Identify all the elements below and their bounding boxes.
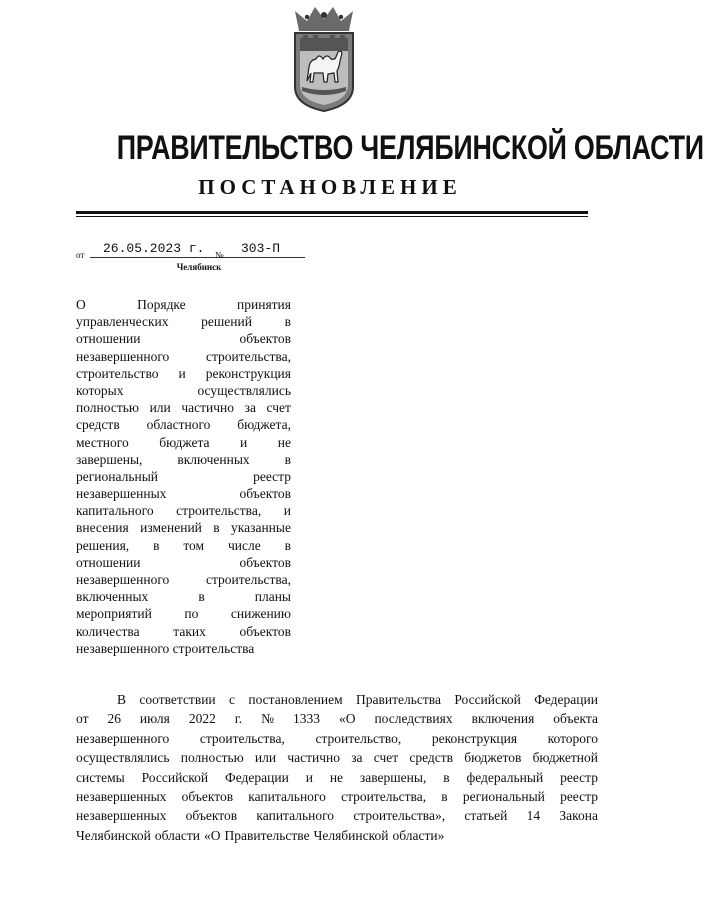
word: средств <box>76 417 120 433</box>
word: с <box>229 692 236 707</box>
subject-line <box>76 451 291 468</box>
word: осуществлялись <box>76 750 170 766</box>
subject-line <box>76 519 291 536</box>
word: В <box>117 692 127 707</box>
word: О <box>76 297 86 312</box>
word: Российской <box>141 769 209 785</box>
word: таких <box>173 623 206 639</box>
word: Правительства <box>355 692 441 707</box>
word: незавершенного строительства <box>76 640 255 656</box>
word: объекта <box>553 711 598 727</box>
word: строительства», <box>353 808 446 824</box>
subject-line <box>76 554 291 571</box>
word: не <box>329 769 344 785</box>
word: области» <box>392 827 445 843</box>
word: частично <box>287 750 340 766</box>
word: незавершенных <box>76 788 167 804</box>
word: снижению <box>230 606 291 622</box>
word: от <box>76 711 89 727</box>
word: Федерации <box>225 769 289 785</box>
word: незавершенного <box>76 730 170 746</box>
word: последствиях <box>374 711 453 727</box>
word: Челябинской <box>313 827 389 843</box>
header-divider-thick <box>76 211 588 214</box>
date-prefix-label: от <box>76 250 85 260</box>
word: системы <box>76 769 125 785</box>
word: постановлением <box>248 692 343 707</box>
body-line <box>76 826 598 845</box>
word: отношении <box>76 331 141 347</box>
word: полностью <box>180 750 244 766</box>
document-subject <box>76 296 291 657</box>
subject-line <box>76 365 291 382</box>
word: и <box>305 769 313 785</box>
word: июля <box>139 711 170 727</box>
word: федеральный <box>466 769 544 785</box>
word: управленческих <box>76 314 169 330</box>
word: счет <box>266 400 291 416</box>
subject-line <box>76 399 291 416</box>
word: реконструкция <box>205 365 291 381</box>
word: объектов <box>239 331 291 347</box>
word: Правительстве <box>224 827 310 843</box>
word: бюджета, <box>237 417 291 433</box>
word: в <box>284 314 291 330</box>
word: незавершенных <box>76 486 167 502</box>
word: средств <box>409 750 454 766</box>
subject-line <box>76 330 291 347</box>
body-line <box>76 748 598 767</box>
word: которых <box>76 382 124 398</box>
word: или <box>149 400 171 416</box>
word: в <box>153 537 160 553</box>
word: или <box>254 750 277 766</box>
word: незавершенного <box>76 572 170 587</box>
word: строительства, <box>205 348 291 364</box>
word: том <box>183 537 205 553</box>
word: строительства, <box>199 730 285 746</box>
subject-line <box>76 416 291 433</box>
word: строительства, <box>176 503 262 519</box>
subject-line <box>76 313 291 330</box>
word: объектов <box>185 808 238 824</box>
word: области <box>154 827 201 843</box>
word: г. <box>234 711 243 727</box>
word: включенных <box>76 589 149 605</box>
subject-line <box>76 640 291 657</box>
document-date: 26.05.2023 г. <box>103 241 205 256</box>
word: незавершенного <box>76 348 170 364</box>
word: объектов <box>181 788 234 804</box>
word: за <box>351 750 363 766</box>
word: реестр <box>560 788 598 804</box>
word: Российской <box>454 692 521 707</box>
word: Закона <box>559 808 598 824</box>
word: реестр <box>253 468 291 484</box>
word: частично <box>181 400 235 416</box>
subject-line <box>76 382 291 399</box>
document-number: 303-П <box>241 241 281 256</box>
word: Порядке <box>137 297 186 312</box>
document-type: ПОСТАНОВЛЕНИЕ <box>198 175 462 199</box>
word: региональный <box>76 468 159 484</box>
number-sign-label: № <box>215 250 224 260</box>
subject-line <box>76 434 291 451</box>
word: и <box>240 434 248 450</box>
word: соответствии <box>139 692 216 707</box>
word: в <box>443 769 450 785</box>
word: «О <box>338 711 356 727</box>
word: и <box>283 503 291 519</box>
word: за <box>244 400 256 416</box>
city-label: Челябинск <box>176 262 222 272</box>
word: не <box>277 434 291 450</box>
word: в <box>284 451 291 467</box>
header-divider-thin <box>76 216 588 217</box>
word: изменений <box>140 520 202 536</box>
subject-line <box>76 571 291 588</box>
word: количества <box>76 623 140 639</box>
word: включенных <box>177 451 250 467</box>
government-title: ПРАВИТЕЛЬСТВО ЧЕЛЯБИНСКОЙ ОБЛАСТИ <box>116 129 704 167</box>
word: региональный <box>462 788 545 804</box>
word: планы <box>254 589 291 605</box>
word: принятия <box>237 297 291 312</box>
word: областного <box>146 417 211 433</box>
date-underline <box>90 257 228 258</box>
word: полностью <box>76 400 139 416</box>
word: капитального <box>248 788 326 804</box>
word: в <box>198 589 205 605</box>
body-line <box>76 690 598 709</box>
word: капитального <box>256 808 335 824</box>
subject-line <box>76 348 291 365</box>
word: бюджетной <box>532 750 598 766</box>
body-line <box>76 768 598 787</box>
word: 1333 <box>293 711 320 727</box>
word: решений <box>201 314 252 330</box>
word: бюджетов <box>464 750 522 766</box>
word: 2022 <box>188 711 216 727</box>
word: 14 <box>526 808 541 824</box>
word: «О <box>204 827 221 843</box>
word: № <box>261 711 275 727</box>
word: строительства, <box>205 572 291 587</box>
word: капитального <box>76 503 154 519</box>
word: мероприятий <box>76 606 152 622</box>
body-line <box>76 729 598 748</box>
subject-line <box>76 605 291 622</box>
body-line <box>76 709 598 728</box>
word: осуществлялись <box>197 382 291 398</box>
word: включения <box>471 711 535 727</box>
word: строительство, <box>315 730 402 746</box>
word: в <box>213 520 220 536</box>
word: бюджета <box>159 434 210 450</box>
word: в <box>284 537 291 553</box>
body-line <box>76 787 598 806</box>
word: строительство <box>76 365 159 381</box>
subject-line <box>76 537 291 554</box>
word: которого <box>547 730 598 746</box>
word: Челябинской <box>76 827 151 843</box>
word: завершены, <box>359 769 427 785</box>
word: объектов <box>239 623 291 639</box>
subject-line <box>76 485 291 502</box>
word: местного <box>76 434 129 450</box>
word: реестр <box>560 769 598 785</box>
word: реконструкция <box>431 730 518 746</box>
word: 26 <box>107 711 121 727</box>
subject-line <box>76 296 291 313</box>
number-underline <box>228 257 305 258</box>
word: и <box>178 365 186 381</box>
document-body-paragraph <box>76 690 598 845</box>
word: внесения <box>76 520 129 536</box>
word: указанные <box>231 520 291 536</box>
word: числе <box>227 537 261 553</box>
word: завершены, <box>76 451 143 467</box>
word: объектов <box>239 554 291 570</box>
word: Федерации <box>534 692 598 707</box>
subject-line <box>76 623 291 640</box>
body-line <box>76 806 598 825</box>
word: незавершенных <box>76 808 167 824</box>
word: статьей <box>464 808 508 824</box>
word: отношении <box>76 554 141 570</box>
word: счет <box>373 750 399 766</box>
subject-line <box>76 588 291 605</box>
word: в <box>441 788 448 804</box>
subject-line <box>76 502 291 519</box>
word: решения, <box>76 537 130 553</box>
word: строительства, <box>341 788 427 804</box>
word: объектов <box>239 486 291 502</box>
chelyabinsk-coat-of-arms-icon <box>285 5 363 113</box>
subject-line <box>76 468 291 485</box>
word: по <box>184 606 199 622</box>
